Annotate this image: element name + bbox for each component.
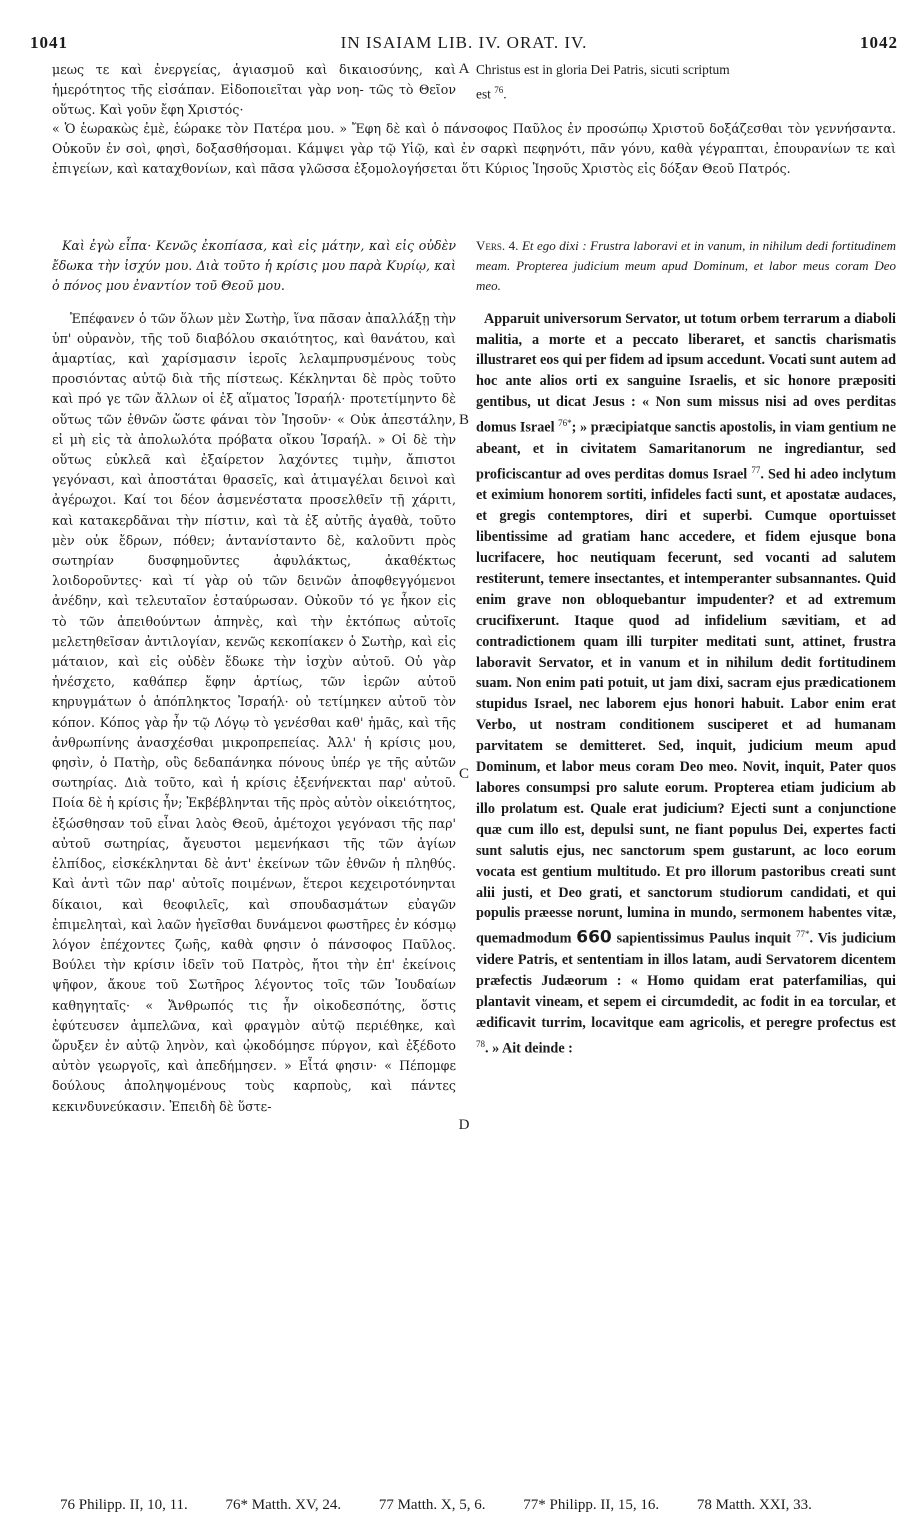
footnotes [60,1497,896,1514]
footnote: 78 Matth. XXI, 33. [696,1497,812,1513]
latin-text-part: . » Ait deinde : [485,1040,573,1057]
latin-lemma-text: Et ego dixi : Frustra laboravi et in vanum, in nihilum dedi fortitudinem meam. Propterea judicium meum apud Dominum, et labor meus coram Deo meo. [476,238,896,294]
footnote-ref: 77 [751,464,761,475]
greek-top-lines: μεως τε καὶ ἐνεργείας, ἁγιασμοῦ καὶ δικαιοσύνης, καὶ ἡμερότητος τῆς εἰσάπαν. Εἰδοποιεῖται γὰρ νοη- τῶς τὸ Θεῖον οὕτως. Καὶ γοῦν ἔφη Χριστός· [52,62,456,118]
column-marker-b: B [458,412,469,428]
latin-top-line-2-text: est [476,86,491,102]
latin-text-part: ; » præcipiatque sanctis apostolis, in viam gentium ne abeant, et in civitatem Samaritanorum ne ingrediantur, sed proficiscantur ad oves perditas domus Israel [476,419,896,483]
latin-text-part: . Vis judicium videre Patris, et sententiam in illos latam, audi Servatorem dicentem præfectis Judæorum : « Homo quidam erat paterfamilias, qui plantavit vineam, et sepem ei circumdedit, ac fodit in ea torcular, et ædificavit turrim, locavitque eam agricolis, et peregre profectus est [476,931,896,1031]
column-marker-d: D [458,1117,470,1133]
greek-main-column [52,236,456,1117]
footnote-ref: 78 [476,1038,485,1049]
footnote-ref: 76* [558,418,572,429]
greek-lemma: Καὶ ἐγὼ εἶπα· Κενῶς ἐκοπίασα, καὶ εἰς μάτην, καὶ εἰς οὐδὲν ἔδωκα τὴν ἰσχύν μου. Διὰ τοῦτο ἡ κρίσις μου παρὰ Κυρίῳ, καὶ ὁ πόνος μου ἐναντίον τοῦ Θεοῦ μου. [52,238,456,294]
footnote: 76 Philipp. II, 10, 11. [60,1497,188,1513]
verse-label: Vers. 4. [476,238,519,253]
footnote: 77* Philipp. II, 15, 16. [523,1497,660,1513]
footnote: 77 Matth. X, 5, 6. [378,1497,486,1513]
latin-text-part: Apparuit universorum Servator, ut totum orbem terrarum a diaboli malitia, a morte et a peccato liberaret, et sanctis charismatis illustraret eos qui per fidem ad ipsum accedunt. Vocati sunt autem ad hoc ante alios orti ex sanguine Israelis, et sic honore præpositi gentibus, ut dicat Jesus : « Non sum missus nisi ad oves perditas domus Israel [476,310,896,436]
running-title: IN ISAIAM LIB. IV. ORAT. IV. [340,33,588,52]
latin-top-line-2-end: . [503,86,507,102]
page-number-left: 1041 [30,33,68,52]
column-marker-a: A [458,61,470,77]
latin-top-lines [476,60,896,105]
footnote-ref: 76 [494,85,504,96]
greek-full-width-passage: « Ὁ ἑωρακὼς ἐμὲ, ἑώρακε τὸν Πατέρα μου. » Ἔφη δὲ καὶ ὁ πάνσοφος Παῦλος ἐν προσώπῳ Χριστοῦ δοξάζεσθαι τὸν γεννήσαντα. Οὐκοῦν ἐν σοὶ, φησὶ, δοξασθήσομαι. Κάμψει γὰρ τῷ Υἱῷ, καὶ ἐν σαρκὶ πεφηνότι, πᾶν γόνυ, καθὰ γέγραπται, ἐπουρανίων τε καὶ ἐπιγείων, καὶ καταχθονίων, καὶ πᾶσα γλῶσσα ἐξομολογήσεται ὅτι Κύριος Ἰησοῦς Χριστὸς εἰς δόξαν Θεοῦ Πατρός. [52,121,896,177]
footnote-ref: 77* [795,929,810,940]
column-marker-c: C [458,766,469,782]
latin-top-line-1: Christus est in gloria Dei Patris, sicuti scriptum [476,62,730,77]
column-number: 660 [576,928,612,949]
footnote: 76* Matth. XV, 24. [225,1497,342,1513]
latin-commentary [476,309,896,1060]
greek-commentary: Ἐπέφανεν ὁ τῶν ὅλων μὲν Σωτὴρ, ἵνα πᾶσαν ἀπαλλάξῃ τὴν ὑπ' οὐρανὸν, τῆς τοῦ διαβόλου σκαιότητος, καὶ θανάτου, καὶ ἁμαρτίας, καὶ χαρίσμασιν ἱεροῖς λελαμπρυσμένους τοὺς προσιόντας αὐτῷ διὰ τῆς πίστεως. Κέκληνται δὲ πρὸς τοῦτο καὶ πρό γε τῶν ἄλλων οἱ ἐξ αἵματος Ἰσραήλ· προτετίμηντο δὲ οὕτως τῶν ἐθνῶν ὥστε φάναι τὸν Ἰησοῦν· « Οὐκ ἀπεστάλην, εἰ μὴ εἰς τὰ ἀπολωλότα πρόβατα οἴκου Ἰσραήλ. » Οἱ δὲ τὴν οὕτως εὐκλεᾶ καὶ ἐξαίρετον λαχόντες τιμὴν, ἄπιστοι γεγόνασι, καὶ ἀποστάται θρασεῖς, καὶ ἀτιμαγέλαι δεινοὶ καὶ ἀγέρωχοι. Καί τοι δέον ἀσμενέστατα προσελθεῖν τῇ χάριτι, καὶ κατακερδᾶναι τὴν πίστιν, καὶ τὰ ἐξ αὐτῆς ἀγαθὰ, τοῦτο μὲν οὐκ ἔδρων, πόθεν; ἀντανίσταντο δὲ, καλοῦντι πρὸς σωτηρίαν δυσφημοῦντες ἀφυλάκτως, ἀκαθέκτως λοιδοροῦντες· καὶ τί γὰρ οὐ τῶν δεινῶν ἀποφθεγγόμενοι ἀνέδην, καὶ τελευταῖον ἐσταύρωσαν. Οὐκοῦν τό γε ἧκον εἰς τὸ τῶν ἀπειθούντων ἀπηνὲς, καὶ τὴν ἐκτόπως αὐτοῖς μελετηθεῖσαν ἀντιλογίαν, κενῶς κεκοπίακεν ὁ Σωτὴρ, καὶ εἰς μάταιον, καὶ εἰς οὐδὲν ἔδωκε τὴν ἰσχὺν αὐτοῦ. Οὐ γὰρ ἠνέσχετο, καθάπερ ἔφην ἀρτίως, τῶν ἱερῶν αὐτοῦ κηρυγμάτων ὁ ἀπόπληκτος Ἰσραήλ· οὐ τετίμηκεν αὐτοῦ τὸν κόπον. Κόπος γὰρ ἦν τῷ Λόγῳ τὸ γενέσθαι καθ' ἡμᾶς, καὶ τῆς ἀνθρωπίνης ἀνασχέσθαι μικροπρεπείας. Ἀλλ' ἡ κρίσις μου, φησὶν, ὁ Πατὴρ, οὓς δεδαπάνηκα πόνους ὑπέρ γε τῆς αὐτῶν σωτηρίας. Διὰ τοῦτο, καὶ ἡ κρίσις ἐξενήνεκται παρ' αὐτοῦ. Ποία δὲ ἡ κρίσις ἦν; Ἐκβέβληνται τῆς πρὸς αὐτὸν οἰκειότητος, ἐξώσθησαν τοῦ εἶναι λαὸς Θεοῦ, ἀμέτοχοι γεγόνασι τῆς παρ' αὐτοῦ σωτηρίας, ἄγευστοι μεμενήκασι τῆς τῶν ἁγίων ἐλπίδος, εἰσκέκληνται δὲ ἀντ' ἐκείνων τῶν ἐθνῶν ἡ πληθύς. Καὶ ἀντὶ τῶν παρ' αὐτοῖς ποιμένων, ἕτεροι κεχειροτόνηνται δίκαιοι, καὶ θεοφιλεῖς, καὶ σπουδασμάτων εὐαγῶν ἐπιμεληταὶ, καὶ λαῶν ἡγεῖσθαι δυνάμενοι φωστῆρες ἐν κόσμῳ λόγον ἐπέχοντες ζωῆς, καθὰ φησιν ὁ πάνσοφος Παῦλος. Βούλει τὴν κρίσιν ἰδεῖν τοῦ Πατρὸς, ἤτοι τὴν ἐπ' ἐκείνοις ψῆφον, ἄκουε τοῦ Σωτῆρος λέγοντος τοῖς τῶν Ἰουδαίων καθηγηταῖς· « Ἄνθρωπός τις ἦν οἰκοδεσπότης, ὅστις ἐφύτευσεν ἀμπελῶνα, καὶ φραγμὸν αὐτῷ περιέθηκε, καὶ ὤρυξεν ἐν αὐτῷ ληνὸν, καὶ ᾠκοδόμησε πύργον, καὶ ἐξέδοτο αὐτὸν γεωργοῖς, καὶ ἀπεδήμησεν. » Εἶτά φησιν· « Πέπομφε δούλους ἀποληψομένους τοὺς καρποὺς, καὶ πάντες κεκινδυνεύκασιν. Ἐπειδὴ δὲ ὕστε- [52,310,456,1114]
page-number-right: 1042 [860,33,898,52]
greek-column [52,60,456,119]
latin-lemma [476,236,896,297]
latin-top-line-2 [476,80,896,105]
latin-text-part: sapientissimus Paulus inquit [616,931,792,948]
running-header [30,33,898,55]
latin-text-part: . Sed hi adeo inclytum et eximium honorem sortiti, infideles facti sunt, et apostatæ audaces, et gregis contemptores, diri et superbi. Cumque oportuisset libentissime ad gratiam hanc accedere, et fidem ejusque bona lucrifacere, hoc neutiquam fecerunt, sed vocanti ad salutem restiterunt, temere insectantes, et intemperanter subsannantes. Quid enim grave non obloquebantur impudenter? et ad extremum crucifixerunt. Itaque quod ad infidelium sævitiam, et ad contradictionem quam illi turpiter meditati sunt, attinet, frustra laboravit Servator, et in vanum et in nihilum dedit fortitudinem suam. Non enim pati potuit, ut jam dixi, sacram ejus prædicationem stupidus Israel, nec laborem ejus honori habuit. Labor enim erat Verbo, ut nostram conditionem susciperet et ad humanam parvitatem se demitteret. Sed, inquit, judicium meum apud Dominum, et labor meus coram Deo meo. Novit, inquit, Pater quos labores consumpsi pro salute eorum. Propterea etiam judicium ab illo prolatum est. Quale erat judicium? Ejecti sunt a conjunctione quæ cum illo est, depulsi sunt, ne fiant populus Dei, expertes facti sunt salutis ejus, nec sanctorum spem gustarunt, ac loco eorum vocata est gentium multitudo. Et pro illorum pastoribus creati sunt alii justi, et Deo grati, et sanctorum studiorum candidati, et qui populis præesse norunt, lumina in mundo, sermonem habentes vitæ, quemadmodum [476,466,897,948]
latin-main-column [476,236,896,1059]
